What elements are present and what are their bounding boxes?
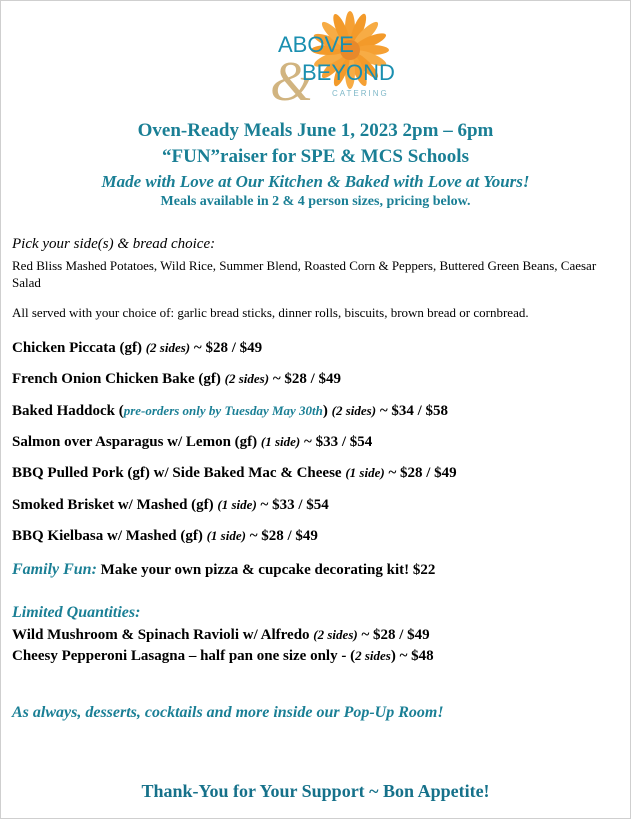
logo-word-beyond: BEYOND	[302, 60, 395, 85]
limited-item-ravioli: Wild Mushroom & Spinach Ravioli w/ Alfredo (2 sides) ~ $28 / $49	[12, 627, 430, 643]
logo-ampersand: &	[270, 51, 314, 106]
logo-tagline: CATERING	[332, 89, 389, 98]
above-beyond-catering-logo	[266, 8, 406, 106]
family-fun-text: Make your own pizza & cupcake decorating kit! $22	[96, 562, 436, 578]
tagline: Made with Love at Our Kitchen & Baked with Love at Yours!	[101, 172, 530, 191]
menu-item-bbq-kielbasa: BBQ Kielbasa w/ Mashed (gf) (1 side) ~ $28 / $49	[12, 528, 318, 544]
limited-item-lasagna: Cheesy Pepperoni Lasagna – half pan one size only - (2 sides) ~ $48	[12, 648, 434, 664]
menu-item-baked-haddock: Baked Haddock (pre-orders only by Tuesday May 30th) (2 sides) ~ $34 / $58	[12, 403, 449, 419]
logo-word-above: ABOVE	[278, 32, 354, 57]
menu-item-smoked-brisket: Smoked Brisket w/ Mashed (gf) (1 side) ~ $33 / $54	[12, 497, 329, 513]
family-fun-label: Family Fun:	[12, 561, 97, 578]
thank-you-message: Thank-You for Your Support ~ Bon Appetite!	[141, 781, 490, 801]
page-title: Oven-Ready Meals June 1, 2023 2pm – 6pm	[137, 120, 494, 141]
sides-heading: Pick your side(s) & bread choice:	[12, 236, 216, 252]
popup-room-note: As always, desserts, cocktails and more inside our Pop-Up Room!	[12, 704, 444, 721]
sizes-note: Meals available in 2 & 4 person sizes, pricing below.	[160, 194, 471, 209]
menu-item-bbq-pulled-pork: BBQ Pulled Pork (gf) w/ Side Baked Mac & Cheese (1 side) ~ $28 / $49	[12, 465, 457, 481]
menu-item-salmon: Salmon over Asparagus w/ Lemon (gf) (1 side) ~ $33 / $54	[12, 434, 373, 450]
menu-item-french-onion-chicken: French Onion Chicken Bake (gf) (2 sides) ~ $28 / $49	[12, 371, 342, 387]
family-fun	[12, 561, 435, 579]
menu-item-chicken-piccata: Chicken Piccata (gf) (2 sides) ~ $28 / $49	[12, 340, 263, 356]
bread-choice: All served with your choice of: garlic bread sticks, dinner rolls, biscuits, brown bread or cornbread.	[12, 305, 529, 320]
limited-heading: Limited Quantities:	[12, 604, 141, 621]
page-subtitle: “FUN”raiser for SPE & MCS Schools	[162, 146, 469, 167]
sides-list: Red Bliss Mashed Potatoes, Wild Rice, Summer Blend, Roasted Corn & Peppers, Buttered Green Beans, Caesar Salad	[12, 258, 597, 290]
